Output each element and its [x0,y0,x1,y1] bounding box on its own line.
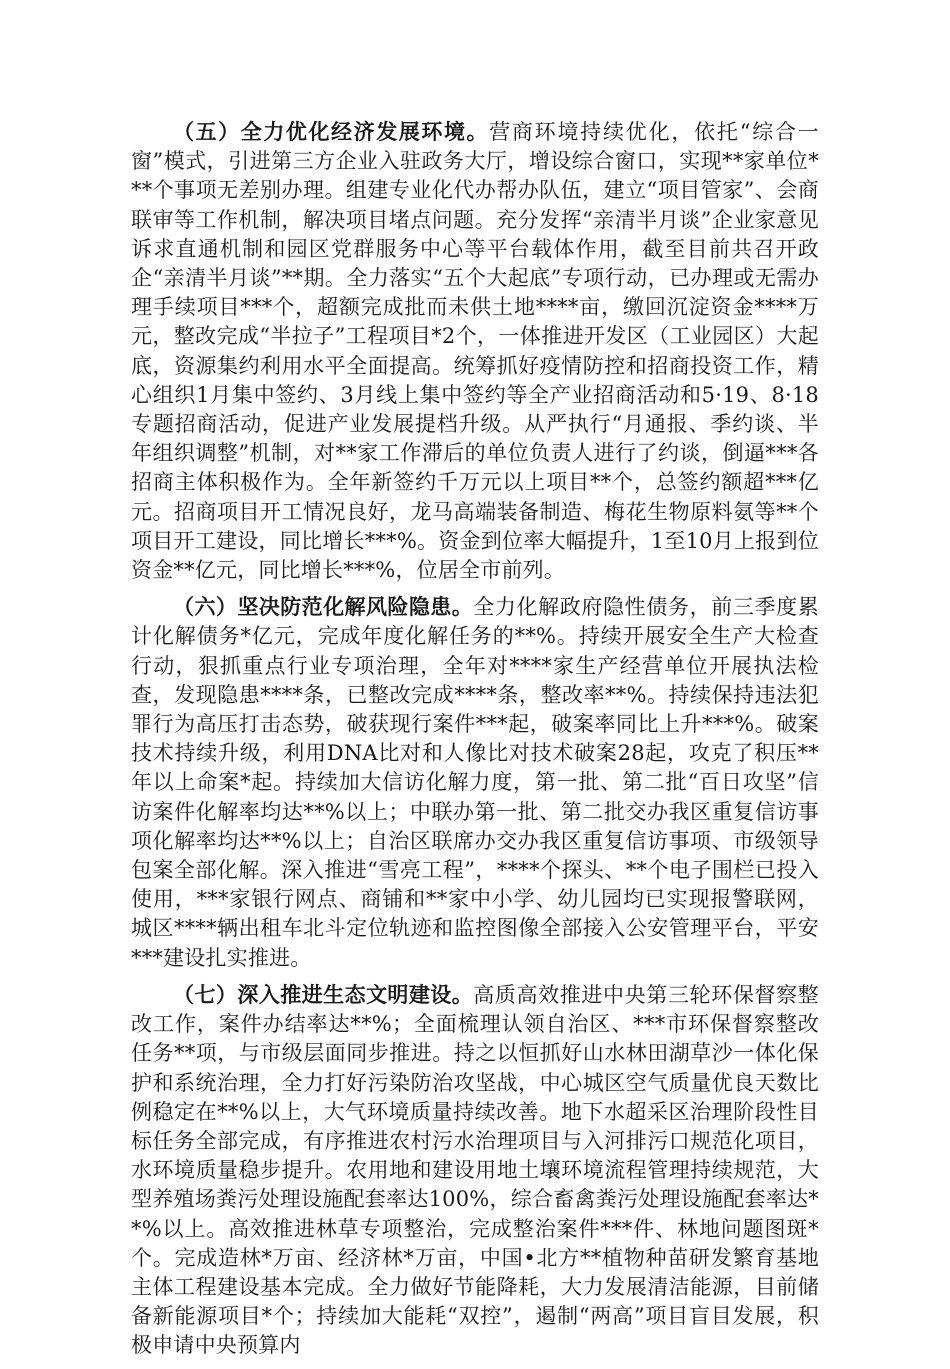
section-five-paragraph [131,118,819,585]
section-seven-paragraph [131,981,819,1361]
section-five-text: 营商环境持续优化，依托“综合一窗”模式，引进第三方企业入驻政务大厅，增设综合窗口，实现**家单位***个事项无差别办理。组建专业化代办帮办队伍，建立“项目管家”、会商联审等工作机制，解决项目堵点问题。充分发挥“亲清半月谈”企业家意见诉求直通机制和园区党群服务中心等平台载体作用，截至目前共召开政企“亲清半月谈”**期。全力落实“五个大起底”专项行动，已办理或无需办理手续项目***个，超额完成批而未供土地****亩，缴回沉淀资金****万元，整改完成“半拉子”工程项目*2个，一体推进开发区（工业园区）大起底，资源集约利用水平全面提高。统筹抓好疫情防控和招商投资工作，精心组织1月集中签约、3月线上集中签约等全产业招商活动和5·19、8·18专题招商活动，促进产业发展提档升级。从严执行“月通报、季约谈、半年组织调整”机制，对**家工作滞后的单位负责人进行了约谈，倒逼***各招商主体积极作为。全年新签约千万元以上项目**个，总签约额超***亿元。招商项目开工情况良好，龙马高端装备制造、梅花生物原料氨等**个项目开工建设，同比增长***%。资金到位率大幅提升，1至10月上报到位资金**亿元，同比增长***%，位居全市前列。 [131,120,819,583]
document-body [131,118,819,1369]
section-seven-text: 高质高效推进中央第三轮环保督察整改工作，案件办结率达**%；全面梳理认领自治区、***市环保督察整改任务**项，与市级层面同步推进。持之以恒抓好山水林田湖草沙一体化保护和系统治理，全力打好污染防治攻坚战，中心城区空气质量优良天数比例稳定在**%以上，大气环境质量持续改善。地下水超采区治理阶段性目标任务全部完成，有序推进农村污水治理项目与入河排污口规范化项目，水环境质量稳步提升。农用地和建设用地土壤环境流程管理持续规范，大型养殖场粪污处理设施配套率达100%，综合畜禽粪污处理设施配套率达**%以上。高效推进林草专项整治，完成整治案件***件、林地问题图斑*个。完成造林*万亩、经济林*万亩，中国•北方**植物种苗研发繁育基地主体工程建设基本完成。全力做好节能降耗，大力发展清洁能源，目前储备新能源项目*个；持续加大能耗“双控”，遏制“两高”项目盲目发展，积极申请中央预算内 [131,982,820,1358]
section-seven-heading: （七）深入推进生态文明建设。 [173,982,474,1007]
section-five-heading: （五）全力优化经济发展环境。 [173,120,490,144]
section-six-text: 全力化解政府隐性债务，前三季度累计化解债务*亿元，完成年度化解任务的**%。持续开展安全生产大检查行动，狠抓重点行业专项治理，全年对****家生产经营单位开展执法检查，发现隐患****条，已整改完成****条，整改率**%。持续保持违法犯罪行为高压打击态势，破获现行案件***起，破案率同比上升***%。破案技术持续升级，利用DNA比对和人像比对技术破案28起，攻克了积压**年以上命案*起。持续加大信访化解力度，第一批、第二批“百日攻坚”信访案件化解率均达**%以上；中联办第一批、第二批交办我区重复信访事项化解率均达**%以上；自治区联席办交办我区重复信访事项、市级领导包案全部化解。深入推进“雪亮工程”，****个探头、**个电子围栏已投入使用，***家银行网点、商铺和**家中小学、幼儿园均已实现报警联网，城区****辆出租车北斗定位轨迹和监控图像全部接入公安管理平台，平安***建设扎实推进。 [131,595,820,970]
section-six-paragraph [131,593,819,973]
section-six-heading: （六）坚决防范化解风险隐患。 [173,595,474,620]
